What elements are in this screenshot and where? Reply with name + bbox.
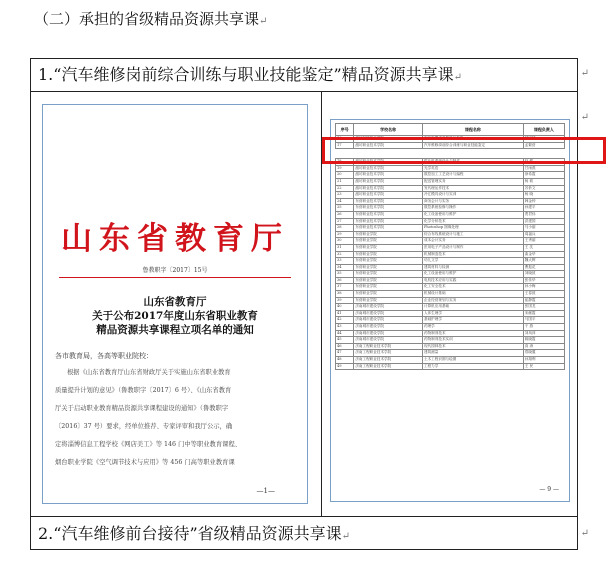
- table-cell: 赵 健: [523, 159, 564, 166]
- table-cell: 王春波: [523, 291, 564, 298]
- table-cell: 26: [336, 211, 354, 218]
- table-cell: 48: [336, 357, 354, 364]
- table-cell: 东营职业学院: [354, 297, 423, 304]
- table-cell: 高 涛: [523, 343, 564, 350]
- table-row: [336, 330, 565, 337]
- table-cell: 东营职业技术学院: [354, 211, 423, 218]
- table-cell: 化工安全技术: [423, 284, 524, 291]
- table-row: [336, 350, 565, 357]
- table-cell: 34: [336, 264, 354, 271]
- table-cell: 22: [336, 185, 354, 192]
- table-cell: 化工设备使用与维护: [423, 211, 524, 218]
- table-cell: 潍坊职业技术学院: [354, 178, 423, 185]
- table-cell: 人体生理学: [423, 310, 524, 317]
- table-cell: 药理学: [423, 324, 524, 331]
- table-row: [336, 357, 565, 364]
- page-number: —1—: [256, 487, 275, 495]
- table-cell: 30: [336, 238, 354, 245]
- table-row: [336, 185, 565, 192]
- notice-title-line: 山东省教育厅: [143, 296, 207, 308]
- table-cell: 机械制造技术: [423, 251, 524, 258]
- paragraph-mark: ↵: [453, 72, 463, 83]
- table-cell: 汽车电器设备构造与检修: [423, 136, 524, 143]
- table-cell: 刘宗敏: [523, 136, 564, 143]
- table-cell: 综合布线系统设计与施工: [423, 231, 524, 238]
- table-cell: 东营职业学院: [354, 231, 423, 238]
- table-cell: 济南城市建设学院: [354, 330, 423, 337]
- body-line: 根据《山东省教育厅山东省财政厅关于实施山东省职业教育: [67, 369, 231, 376]
- table-cell: 张国龙: [523, 304, 564, 311]
- table-cell: 杨 晓: [523, 192, 564, 199]
- table-cell: 43: [336, 324, 354, 331]
- table-cell: 潍坊职业技术学院: [354, 159, 423, 166]
- table-cell: Photoshop 图像处理: [423, 225, 524, 232]
- header-cell: 序号: [336, 124, 354, 136]
- table-cell: 孙翔利: [523, 357, 564, 364]
- table-cell: 机械设计基础: [423, 291, 524, 298]
- table-row: [336, 324, 565, 331]
- table-cell: 基础护理学: [423, 317, 524, 324]
- table-cell: 东营职业学院: [354, 264, 423, 271]
- body-line: 烟台职业学院《空气调节技术与应用》等 456 门高等职业教育课: [55, 459, 235, 466]
- table-cell: 潍坊职业技术学院: [354, 192, 423, 199]
- table-row: [336, 198, 565, 205]
- table-cell: 医用电子产品设计与制作: [423, 244, 524, 251]
- notice-title-line: 关于公布2017年度山东省职业教育: [92, 310, 258, 322]
- table-row: [336, 165, 565, 172]
- table-cell: 东营职业学院: [354, 244, 423, 251]
- table-cell: 曲金华: [523, 251, 564, 258]
- table-cell: 37: [336, 284, 354, 291]
- notice-document-image: [42, 104, 308, 504]
- table-cell: 宋献霞: [523, 310, 564, 317]
- table-row: [336, 343, 565, 350]
- table-cell: 济南城市建设学院: [354, 310, 423, 317]
- table-cell: 计算机应用基础: [423, 304, 524, 311]
- table-cell: 成本会计实务: [423, 238, 524, 245]
- table-cell: 化学分析技术: [423, 218, 524, 225]
- table-cell: 29: [336, 231, 354, 238]
- table-cell: 于 燕: [523, 324, 564, 331]
- table-cell: 东营职业学院: [354, 271, 423, 278]
- table-cell: 张传华: [523, 277, 564, 284]
- table-cell: 潍坊职业技术学院: [354, 142, 423, 149]
- table-cell: 潍坊职业技术学院: [354, 172, 423, 179]
- row-1-text: 1.“汽车维修岗前综合训练与职业技能鉴定”精品资源共享课: [38, 65, 454, 84]
- table-cell: 刘凤萍: [523, 330, 564, 337]
- table-cell: 19: [336, 165, 354, 172]
- table-cell: 31: [336, 244, 354, 251]
- page-number: — 9 —: [539, 486, 559, 493]
- red-separator-line: [59, 277, 291, 278]
- table-row: [336, 271, 565, 278]
- section-heading-text: （二）承担的省级精品资源共享课: [34, 10, 260, 28]
- list-header-row: [336, 124, 565, 136]
- table-cell: 44: [336, 330, 354, 337]
- table-cell: 东营职业学院: [354, 284, 423, 291]
- table-cell: 32: [336, 251, 354, 258]
- table-cell: 崔静霞: [523, 297, 564, 304]
- table-cell: 49: [336, 363, 354, 370]
- table-cell: 济南城市建设学院: [354, 304, 423, 311]
- table-cell: 46: [336, 343, 354, 350]
- table-cell: 济南城市建设学院: [354, 324, 423, 331]
- table-row: [336, 277, 565, 284]
- table-cell: 建筑材料与检测: [423, 264, 524, 271]
- table-cell: 孙建平: [523, 205, 564, 212]
- table-cell: 杨 莉: [523, 178, 564, 185]
- table-cell: 40: [336, 304, 354, 311]
- table-cell: 济南工程职业技术学院: [354, 357, 423, 364]
- table-cell: 东营职业学院: [354, 238, 423, 245]
- row-2-text: 2.“汽车维修前台接待”省级精品资源共享课: [38, 524, 342, 543]
- course-list-image: [330, 119, 570, 502]
- body-line: 〔2016〕37 号）要求，经单位推荐、专家评审和我厅公示，确: [55, 423, 233, 430]
- table-cell: 建筑测量: [423, 350, 524, 357]
- body-line: 厅关于启动职业教育精品资源共享课程建设的通知》（鲁教职字: [55, 405, 229, 412]
- table-row: [336, 297, 565, 304]
- table-cell: 17: [336, 142, 354, 149]
- table-cell: 东营职业技术学院: [354, 198, 423, 205]
- table-row: [336, 284, 565, 291]
- table-cell: 幼儿文学: [423, 258, 524, 265]
- table-cell: 郑晓蕙: [523, 350, 564, 357]
- table-row: [336, 363, 565, 370]
- section-heading: [34, 8, 267, 29]
- table-cell: 25: [336, 205, 354, 212]
- notice-title-line: 精品资源共享课程立项名单的通知: [96, 324, 254, 336]
- paragraph-mark: ↵: [341, 531, 351, 542]
- body-line: 定将淄博信息工程学校《网店美工》等 146 门中等职业教育课程、: [55, 441, 242, 448]
- table-row-course-1: [30, 58, 578, 92]
- table-cell: 周福兵: [523, 231, 564, 238]
- table-cell: 潍坊职业技术学院: [354, 185, 423, 192]
- table-cell: 23: [336, 192, 354, 199]
- table-cell: 39: [336, 297, 354, 304]
- table-row: [336, 238, 565, 245]
- table-cell: 33: [336, 258, 354, 265]
- table-cell: 潍坊职业技术学院: [354, 165, 423, 172]
- table-cell: 东营职业技术学院: [354, 205, 423, 212]
- table-cell: 16: [336, 136, 354, 143]
- body-line: 质量提升计划的意见》（鲁教职字〔2017〕6 号）、《山东省教育: [55, 387, 232, 394]
- table-cell: 济南工程职业技术学院: [354, 343, 423, 350]
- table-cell: 光学英语: [423, 165, 524, 172]
- table-cell: 35: [336, 271, 354, 278]
- table-cell: 曹振花: [523, 264, 564, 271]
- table-cell: 24: [336, 198, 354, 205]
- table-row: [336, 172, 565, 179]
- table-cell: 烘片机系统设计与制作: [423, 159, 524, 166]
- table-cell: 发代理运作技术: [423, 185, 524, 192]
- cell-end-mark: ↵: [580, 112, 589, 123]
- table-cell: 数控系统检修与操作: [423, 205, 524, 212]
- table-row: [336, 304, 565, 311]
- table-cell: 济南城市建设学院: [354, 337, 423, 344]
- document-number: 鲁教职字〔2017〕15号: [142, 267, 208, 274]
- table-cell: 徐希霞: [523, 172, 564, 179]
- table-cell: 苏忻文: [523, 185, 564, 192]
- table-cell: 东营职业学院: [354, 291, 423, 298]
- table-cell: 洪建国: [523, 218, 564, 225]
- table-cell: 孟繁营: [523, 142, 564, 149]
- table-cell: 药物制剂技术: [423, 330, 524, 337]
- salutation: 各市教育局，各高等职业院校：: [55, 352, 153, 360]
- table-cell: 济南城市建设学院: [354, 317, 423, 324]
- table-cell: 20: [336, 172, 354, 179]
- table-cell: 27: [336, 218, 354, 225]
- highlight-box: [322, 137, 606, 164]
- notice-title: [43, 295, 307, 337]
- table-cell: 38: [336, 291, 354, 298]
- table-row: [336, 205, 565, 212]
- table-cell: 现代园林技术: [423, 343, 524, 350]
- table-cell: 42: [336, 317, 354, 324]
- table-cell: 电机技术应用与实践: [423, 277, 524, 284]
- table-row: [336, 291, 565, 298]
- table-cell: 化工设备使用与维护: [423, 271, 524, 278]
- table-cell: 王 沈: [523, 244, 564, 251]
- table-cell: 45: [336, 337, 354, 344]
- table-cell: 马小丽: [523, 225, 564, 232]
- table-cell: 马国平: [523, 317, 564, 324]
- table-cell: 贾君伟: [523, 211, 564, 218]
- table-row: [336, 218, 565, 225]
- table-row-course-2: [30, 516, 578, 550]
- table-cell: 冷汇模具设计与实训: [423, 192, 524, 199]
- table-row: [336, 211, 565, 218]
- table-cell: 数控加工工艺设计与编程: [423, 172, 524, 179]
- paragraph-mark: ↵: [259, 16, 268, 27]
- header-cell: 课程名称: [423, 124, 524, 136]
- table-cell: 东营职业学院: [354, 258, 423, 265]
- header-cell: 课程负责人: [523, 124, 564, 136]
- table-cell: 韩金钟: [523, 198, 564, 205]
- table-cell: 济南工程职业技术学院: [354, 350, 423, 357]
- cell-end-mark: ↵: [580, 528, 589, 539]
- table-row: [336, 310, 565, 317]
- table-row: [336, 251, 565, 258]
- table-row: [336, 264, 565, 271]
- table-cell: 汽车维修岗前综合训练与职业技能鉴定: [423, 142, 524, 149]
- table-row: [336, 231, 565, 238]
- table-cell: 企业经营规划与实务: [423, 297, 524, 304]
- table-cell: 41: [336, 310, 354, 317]
- table-cell: 28: [336, 225, 354, 232]
- table-cell: 配送管理实务: [423, 178, 524, 185]
- table-cell: 土木工程识图与绘图: [423, 357, 524, 364]
- table-cell: 东营职业技术学院: [354, 218, 423, 225]
- table-cell: 孙小梅: [523, 284, 564, 291]
- table-cell: 潍坊科技职业学院: [354, 136, 423, 143]
- table-cell: 王秀丽: [523, 238, 564, 245]
- table-cell: 姚晓霞: [523, 337, 564, 344]
- table-cell: 药物制剂技术实训: [423, 337, 524, 344]
- table-cell: 18: [336, 159, 354, 166]
- table-row: [336, 225, 565, 232]
- table-cell: 47: [336, 350, 354, 357]
- table-cell: 东营职业学院: [354, 277, 423, 284]
- table-cell: 商务会计与实务: [423, 198, 524, 205]
- table-cell: 21: [336, 178, 354, 185]
- table-cell: 魏大辉: [523, 258, 564, 265]
- table-cell: 王 民: [523, 363, 564, 370]
- issuer-title: 山东省教育厅: [61, 221, 289, 257]
- table-cell: 36: [336, 277, 354, 284]
- table-cell: 东营职业学院: [354, 251, 423, 258]
- table-row: [336, 192, 565, 199]
- table-cell: 济南工程职业技术学院: [354, 363, 423, 370]
- table-cell: 东营职业技术学院: [354, 225, 423, 232]
- table-row: [336, 178, 565, 185]
- table-row: [336, 258, 565, 265]
- table-row: [336, 317, 565, 324]
- table-row: [336, 337, 565, 344]
- table-cell: 工程力学: [423, 363, 524, 370]
- cell-end-mark: ↵: [580, 68, 589, 79]
- table-row: [336, 244, 565, 251]
- table-cell: 甘雨燕: [523, 165, 564, 172]
- header-cell: 学校名称: [354, 124, 423, 136]
- table-cell: 刘晓波: [523, 271, 564, 278]
